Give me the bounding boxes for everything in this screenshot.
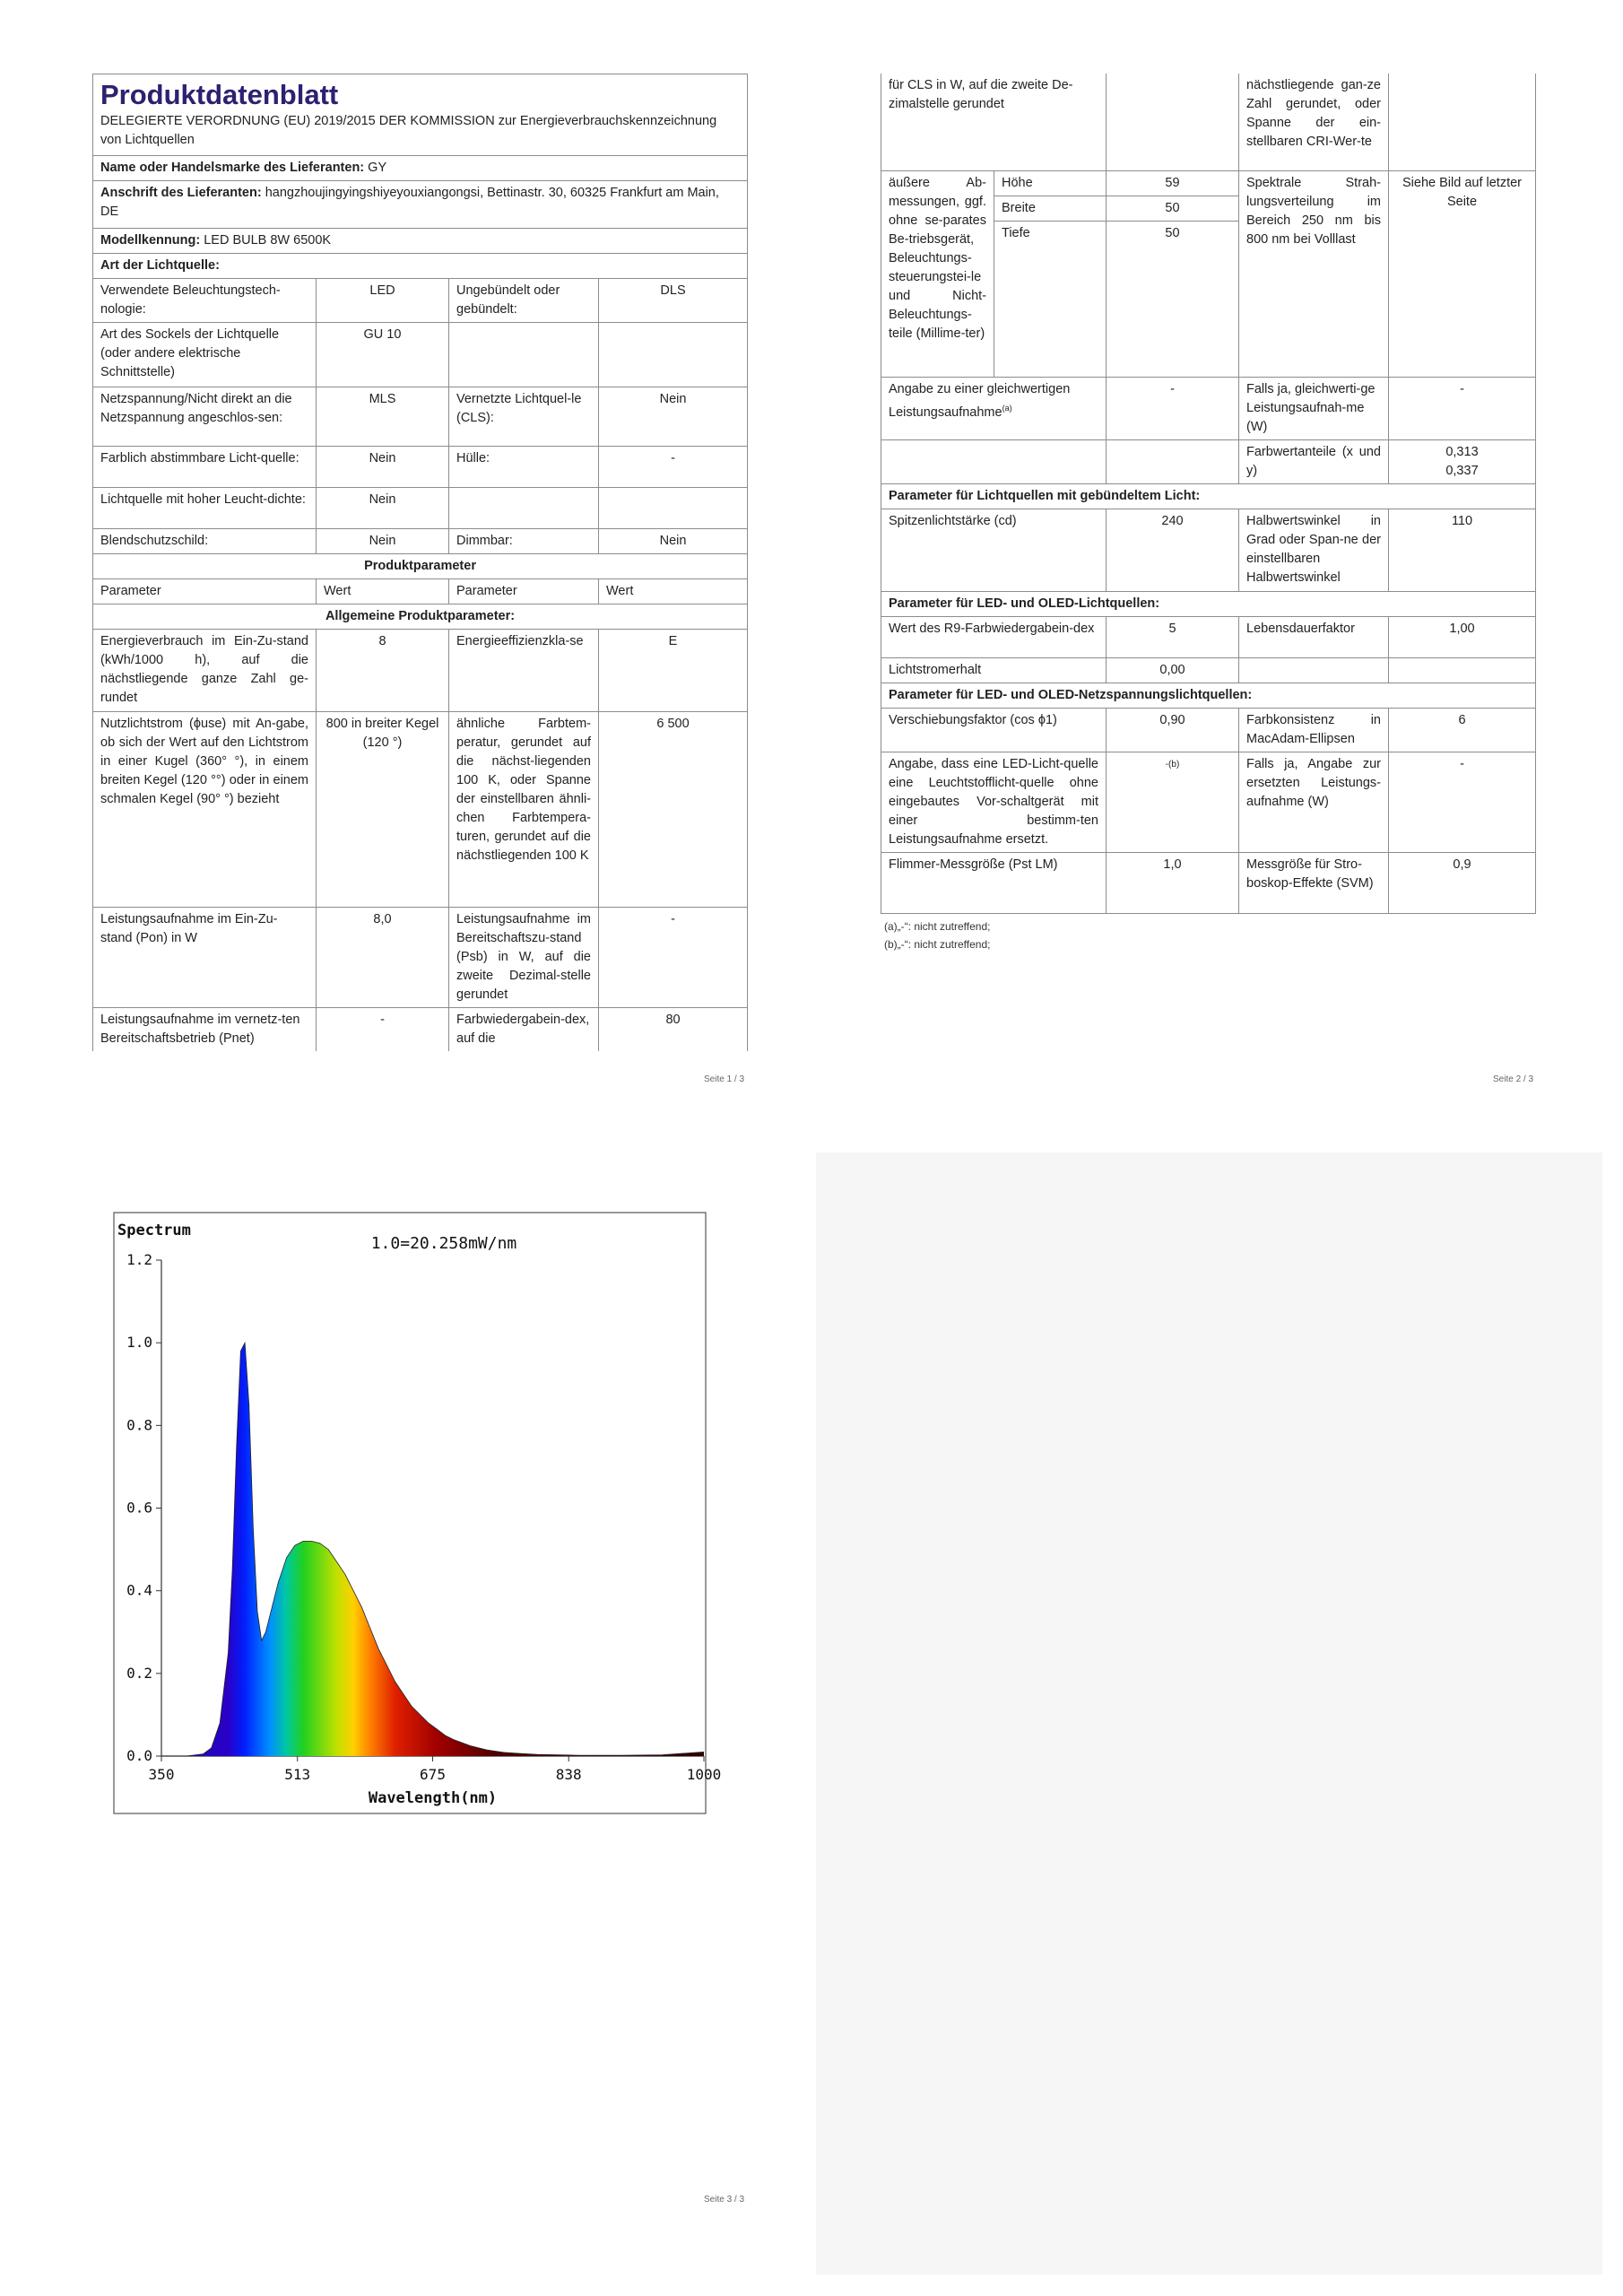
address-value: hangzhoujingyingshiyeyouxiangongsi, Bettinastr. 30, 60325 Frankfurt am Main, DE: [100, 186, 719, 219]
table-cell: Wert des R9-Farbwiedergabein-dex: [881, 616, 1107, 657]
table-cell: LED: [317, 279, 449, 323]
x-tick-label: 838: [555, 1766, 582, 1783]
page-number: Seite 2 / 3: [1493, 1074, 1534, 1084]
table-cell: 800 in breiter Kegel (120 °): [317, 712, 449, 908]
spectrum-chart-svg: [112, 1211, 722, 1817]
led-heading: Parameter für LED- und OLED-Lichtquellen:: [881, 591, 1536, 616]
table-cell: [1239, 657, 1389, 683]
table-cell: Spektrale Strah-lungsverteilung im Bereich 250 nm bis 800 nm bei Volllast: [1239, 170, 1389, 377]
model-value: LED BULB 8W 6500K: [204, 233, 332, 248]
y-tick-label: 0.2: [126, 1664, 152, 1682]
table-cell: 0,00: [1107, 657, 1239, 683]
table-cell: Farbwertanteile (x und y): [1239, 439, 1389, 483]
table-cell: Messgröße für Stro-boskop-Effekte (SVM): [1239, 852, 1389, 913]
table-cell: Leistungsaufnahme im Bereitschaftszu-stand (Psb) in W, auf die zweite Dezimal-stelle gerundet: [449, 908, 599, 1008]
column-header: Parameter: [93, 579, 317, 604]
y-tick-label: 0.6: [126, 1499, 152, 1517]
y-tick-label: 0.4: [126, 1581, 152, 1599]
product-params-heading: Produktparameter: [93, 554, 748, 579]
general-params-heading: Allgemeine Produktparameter:: [93, 604, 748, 630]
supplier-label: Name oder Handelsmarke des Lieferanten:: [100, 161, 365, 175]
table-cell: Nein: [317, 488, 449, 529]
table-cell: [1389, 439, 1536, 483]
x-tick-label: 1000: [686, 1766, 722, 1783]
table-cell: Energieeffizienzkla-se: [449, 630, 599, 712]
table-cell: Nutzlichtstrom (ϕuse) mit An-gabe, ob sich der Wert auf den Lichtstrom in einer Kugel (360° °), in einem breiten Kegel (120 °°) oder in einem schmalen Kegel (90° °) bezieht: [93, 712, 317, 908]
table-cell: DLS: [599, 279, 748, 323]
column-header: Wert: [317, 579, 449, 604]
table-cell: Angabe, dass eine LED-Licht-quelle eine Leuchtstofflicht-quelle ohne eingebautes Vor-schaltgerät mit einer bestimm-ten Leistungsaufnahme ersetzt.: [881, 752, 1107, 852]
table-cell: 6 500: [599, 712, 748, 908]
table-cell: Farblich abstimmbare Licht-quelle:: [93, 447, 317, 488]
table-cell: Halbwertswinkel in Grad oder Span-ne der einstellbaren Halbwertswinkel: [1239, 509, 1389, 591]
table-cell: 110: [1389, 509, 1536, 591]
chroma-y: 0,337: [1445, 463, 1479, 478]
column-header: Wert: [599, 579, 748, 604]
table-cell: [1389, 657, 1536, 683]
parameters-table: [881, 74, 1536, 914]
table-cell: [1107, 439, 1239, 483]
supplier-value: GY: [368, 161, 387, 175]
table-cell: Netzspannung/Nicht direkt an die Netzspannung angeschlos-sen:: [93, 387, 317, 447]
x-tick-label: 675: [420, 1766, 446, 1783]
light-source-type-heading: Art der Lichtquelle:: [93, 254, 748, 279]
table-cell: Farbwiedergabein-dex, auf die: [449, 1008, 599, 1052]
table-cell: Nein: [317, 529, 449, 554]
led-mains-heading: Parameter für LED- und OLED-Netzspannungslichtquellen:: [881, 683, 1536, 708]
blank-page: [816, 1152, 1602, 2274]
table-cell: Nein: [599, 387, 748, 447]
table-cell: Spitzenlichtstärke (cd): [881, 509, 1107, 591]
table-cell: [1107, 74, 1239, 170]
table-cell: Farbkonsistenz in MacAdam-Ellipsen: [1239, 708, 1389, 752]
datasheet-page-1: [92, 74, 747, 1051]
chroma-x: 0,313: [1445, 444, 1479, 459]
table-cell: MLS: [317, 387, 449, 447]
table-cell: äußere Ab-messungen, ggf. ohne se-parates Be-triebsgerät, Beleuchtungs-steuerungstei-le und Nicht-Beleuchtungs-teile (Millime-ter): [881, 170, 994, 377]
table-cell: Flimmer-Messgröße (Pst LM): [881, 852, 1107, 913]
x-tick-label: 513: [284, 1766, 311, 1783]
table-cell: -: [1389, 377, 1536, 439]
table-cell: [881, 439, 1107, 483]
table-cell: Vernetzte Lichtquel-le (CLS):: [449, 387, 599, 447]
chart-title: Spectrum: [117, 1222, 191, 1239]
table-cell: Falls ja, gleichwerti-ge Leistungsaufnah-me (W): [1239, 377, 1389, 439]
table-cell: -(b): [1107, 752, 1239, 852]
table-cell: Hülle:: [449, 447, 599, 488]
table-cell: 80: [599, 1008, 748, 1052]
table-cell: Lebensdauerfaktor: [1239, 616, 1389, 657]
table-cell: 6: [1389, 708, 1536, 752]
table-cell: 0,9: [1389, 852, 1536, 913]
table-cell: -: [599, 447, 748, 488]
y-tick-label: 1.0: [126, 1334, 152, 1352]
footnote-a: (a)„-“: nicht zutreffend;: [884, 919, 991, 933]
table-cell: [1389, 74, 1536, 170]
table-cell: Höhe: [994, 170, 1107, 196]
table-cell: 240: [1107, 509, 1239, 591]
y-tick-label: 0.0: [126, 1747, 152, 1764]
table-cell: [599, 488, 748, 529]
footnote-b: (b)„-“: nicht zutreffend;: [884, 937, 991, 951]
table-cell: Leistungsaufnahme im vernetz-ten Bereitschaftsbetrieb (Pnet): [93, 1008, 317, 1052]
page-number: Seite 3 / 3: [704, 2195, 745, 2205]
footnote-marker: (a): [1002, 403, 1012, 413]
table-cell: Verschiebungsfaktor (cos ϕ1): [881, 708, 1107, 752]
table-cell: 50: [1107, 221, 1239, 377]
table-cell: Art des Sockels der Lichtquelle (oder andere elektrische Schnittstelle): [93, 323, 317, 387]
table-cell: 5: [1107, 616, 1239, 657]
page-title: Produktdatenblatt: [100, 79, 339, 110]
y-tick-label: 0.8: [126, 1416, 152, 1434]
x-tick-label: 350: [148, 1766, 175, 1783]
table-cell: Siehe Bild auf letzter Seite: [1389, 170, 1536, 377]
table-cell: [881, 377, 1107, 439]
y-tick-label: 1.2: [126, 1251, 152, 1268]
table-cell: -: [1389, 752, 1536, 852]
spectrum-chart: [112, 1211, 722, 1817]
table-cell: Tiefe: [994, 221, 1107, 377]
column-header: Parameter: [449, 579, 599, 604]
model-label: Modellkennung:: [100, 233, 201, 248]
table-cell: 1,0: [1107, 852, 1239, 913]
product-header-table: [92, 74, 748, 1051]
table-cell: 8: [317, 630, 449, 712]
page-number: Seite 1 / 3: [704, 1074, 745, 1084]
table-cell: Falls ja, Angabe zur ersetzten Leistungs-aufnahme (W): [1239, 752, 1389, 852]
table-cell: 8,0: [317, 908, 449, 1008]
table-cell: [449, 488, 599, 529]
spectrum-area: [161, 1343, 704, 1756]
directional-heading: Parameter für Lichtquellen mit gebündeltem Licht:: [881, 483, 1536, 509]
equiv-label: Angabe zu einer gleichwertigen Leistungsaufnahme: [889, 381, 1071, 420]
table-cell: 50: [1107, 196, 1239, 221]
table-cell: Verwendete Beleuchtungstech-nologie:: [93, 279, 317, 323]
table-cell: E: [599, 630, 748, 712]
chart-annotation: 1.0=20.258mW/nm: [370, 1234, 517, 1253]
table-cell: nächstliegende gan-ze Zahl gerundet, oder Spanne der ein-stellbaren CRI-Wer-te: [1239, 74, 1389, 170]
table-cell: 59: [1107, 170, 1239, 196]
table-cell: Dimmbar:: [449, 529, 599, 554]
table-cell: [599, 323, 748, 387]
regulation-text: DELEGIERTE VERORDNUNG (EU) 2019/2015 DER KOMMISSION zur Energieverbrauchskennzeichnung von Lichtquellen: [100, 114, 717, 147]
address-label: Anschrift des Lieferanten:: [100, 186, 262, 200]
table-cell: [449, 323, 599, 387]
table-cell: -: [317, 1008, 449, 1052]
table-cell: GU 10: [317, 323, 449, 387]
datasheet-page-2: [881, 74, 1535, 953]
x-axis-title: Wavelength(nm): [368, 1789, 498, 1807]
table-cell: -: [599, 908, 748, 1008]
table-cell: Nein: [317, 447, 449, 488]
table-cell: für CLS in W, auf die zweite De-zimalstelle gerundet: [881, 74, 1107, 170]
table-cell: ähnliche Farbtem-peratur, gerundet auf die nächst-liegenden 100 K, oder Spanne der einstellbaren ähnli-chen Farbtempera-turen, gerundet auf die nächstliegenden 100 K: [449, 712, 599, 908]
table-cell: Nein: [599, 529, 748, 554]
table-cell: Leistungsaufnahme im Ein-Zu-stand (Pon) in W: [93, 908, 317, 1008]
table-cell: 1,00: [1389, 616, 1536, 657]
table-cell: Blendschutzschild:: [93, 529, 317, 554]
table-cell: Ungebündelt oder gebündelt:: [449, 279, 599, 323]
table-cell: -: [1107, 377, 1239, 439]
table-cell: Lichtquelle mit hoher Leucht-dichte:: [93, 488, 317, 529]
table-cell: Lichtstromerhalt: [881, 657, 1107, 683]
table-cell: Breite: [994, 196, 1107, 221]
table-cell: 0,90: [1107, 708, 1239, 752]
table-cell: Energieverbrauch im Ein-Zu-stand (kWh/1000 h), auf die nächstliegende ganze Zahl ge-rundet: [93, 630, 317, 712]
